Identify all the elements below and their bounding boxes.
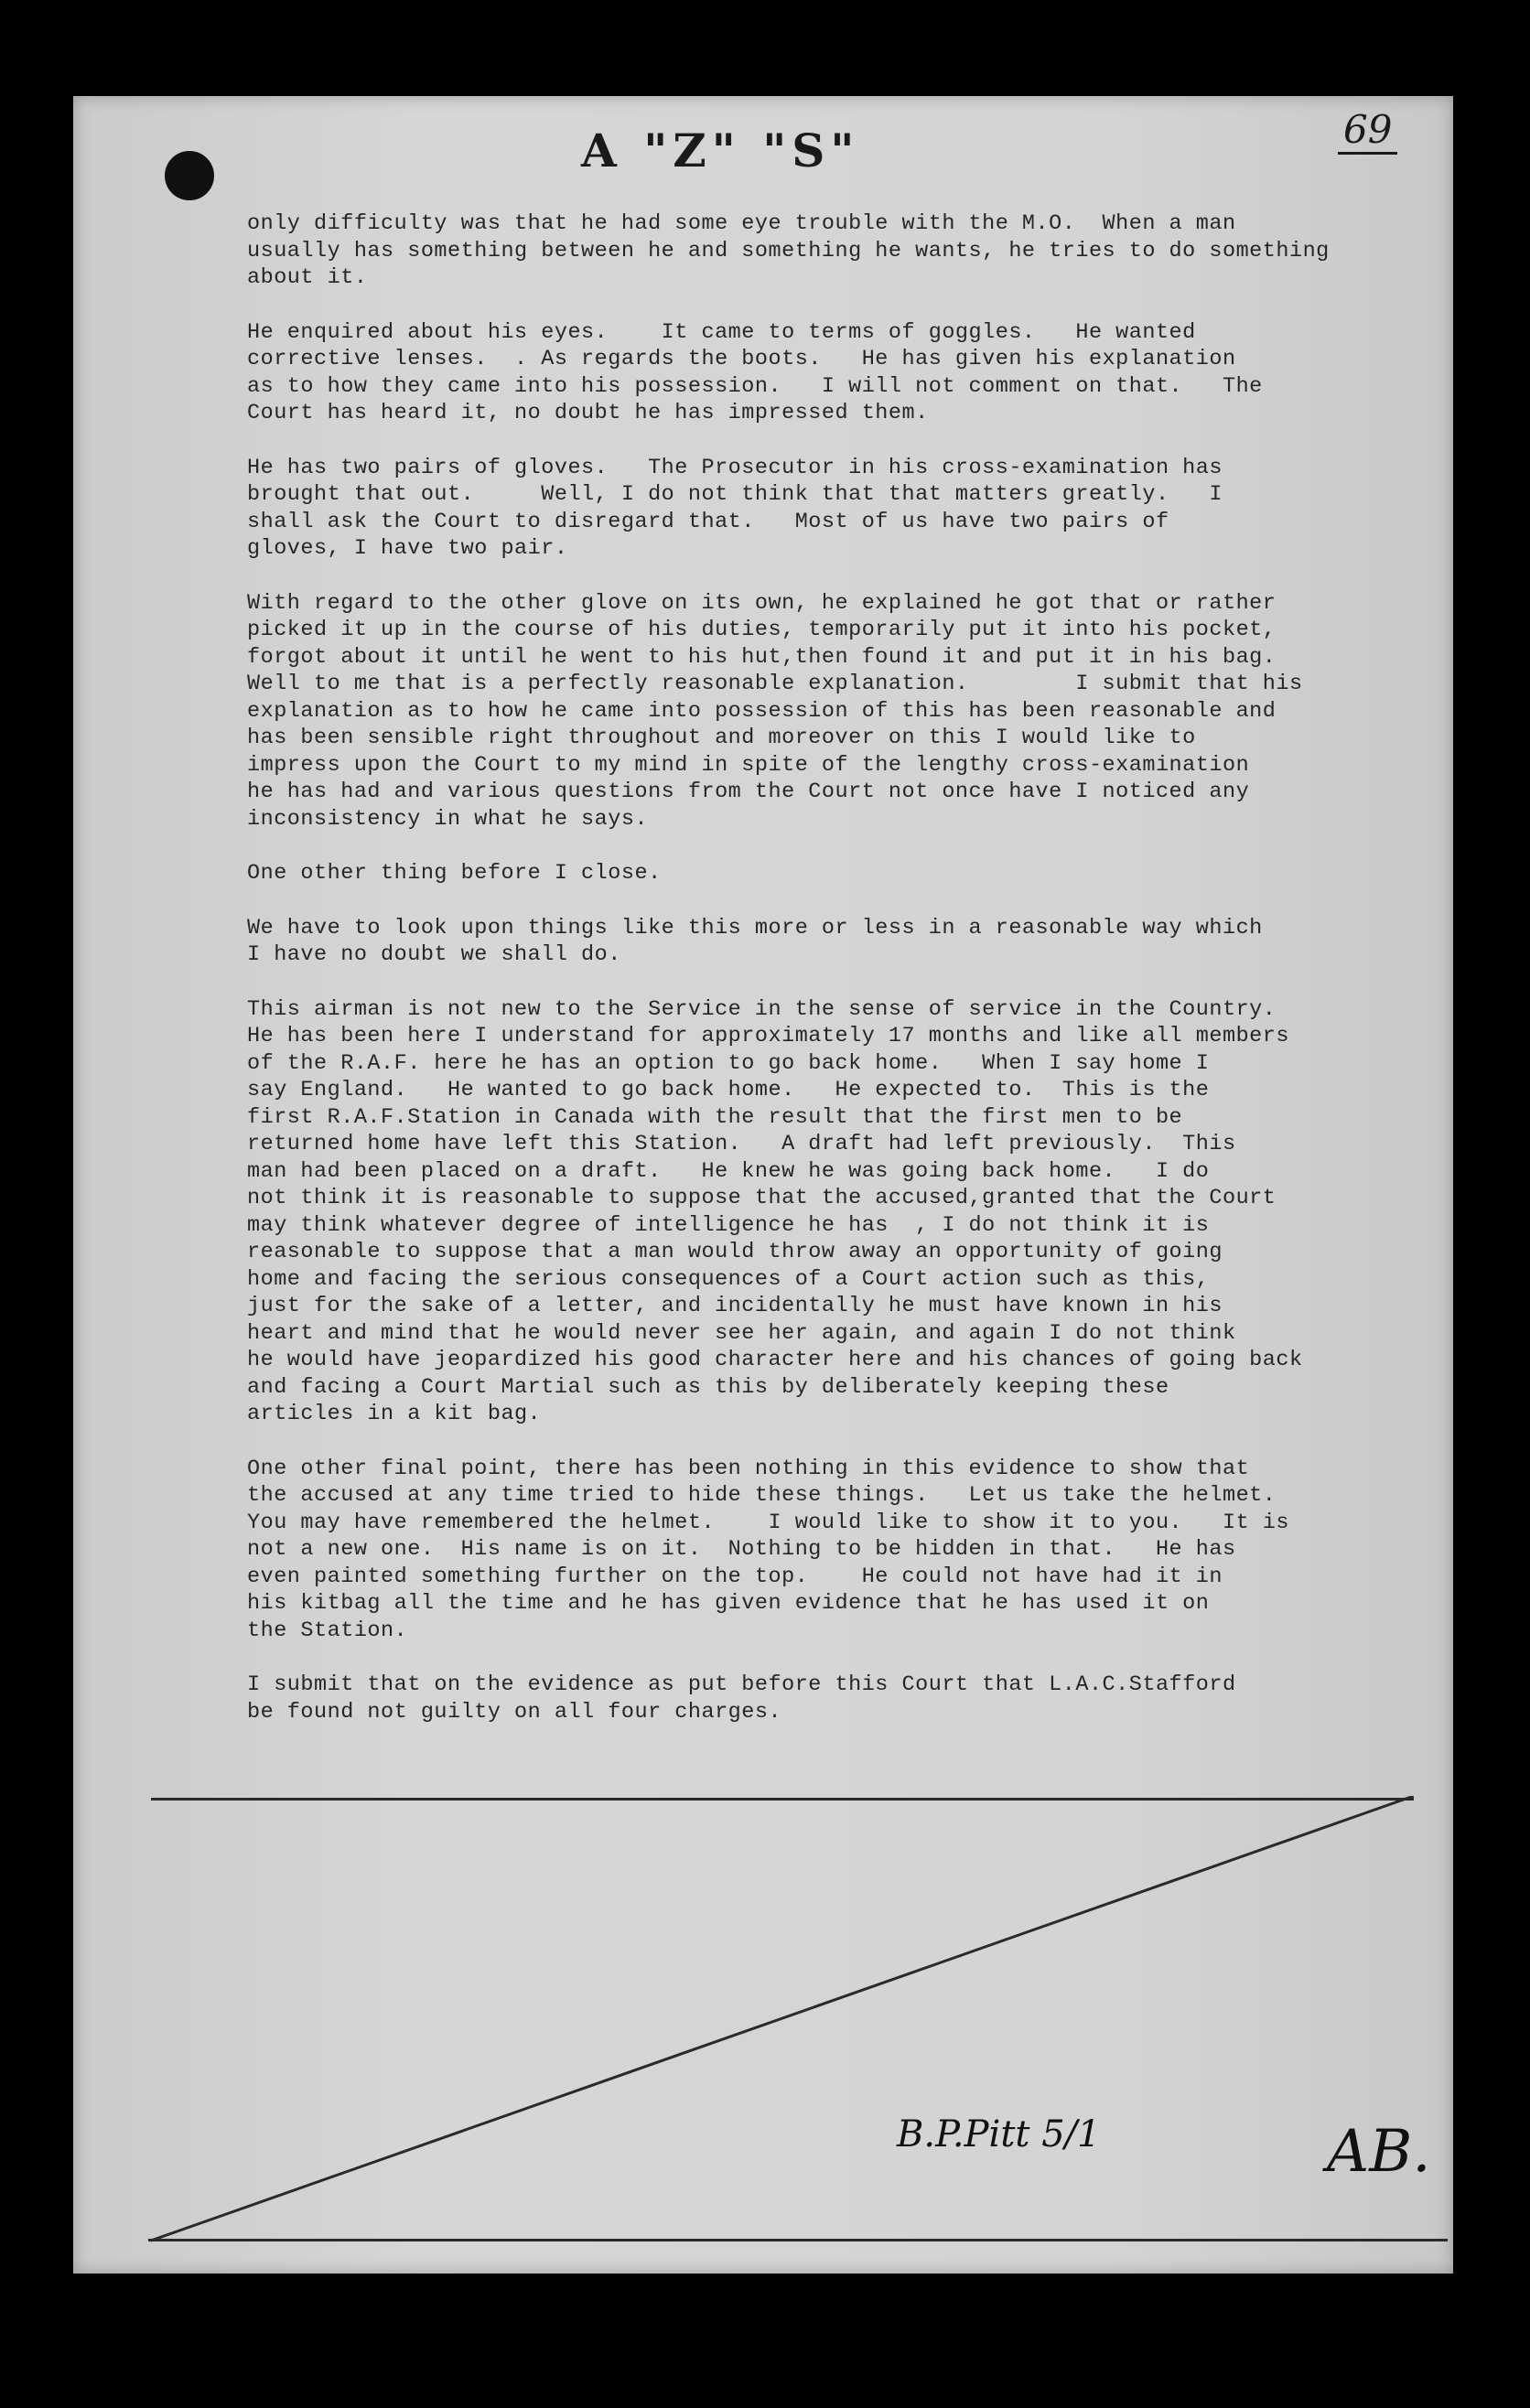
paragraph: I submit that on the evidence as put before this Court that L.A.C.Stafford be found not guilty on all four charges. xyxy=(247,1672,1236,1725)
page-number: 69 xyxy=(1338,107,1397,155)
paragraph: One other thing before I close. xyxy=(247,861,662,886)
handwritten-signature: B.P.Pitt 5/1 xyxy=(897,2113,1101,2155)
paragraph: only difficulty was that he had some eye trouble with the M.O. When a man usually has something between he and something he wants, he tries to do something about it. xyxy=(247,211,1330,290)
document-page xyxy=(73,96,1453,2274)
paragraph: With regard to the other glove on its own, he explained he got that or rather picked it up in the course of his duties, temporarily put it into his pocket, forgot about it until he went to his hut,then found it and put it in his bag. Well to me that is a perfectly reasonable explanation. I submit that his explanation as to how he came into possession of this has been reasonable and has been sensible right throughout and moreover on this I would like to impress upon the Court to my mind in spite of the lengthy cross-examination he has had and various questions from the Court not once have I noticed any inconsistency in what he says. xyxy=(247,590,1303,832)
paragraph: He has two pairs of gloves. The Prosecutor in his cross-examination has brought that out. Well, I do not think that that matters greatly. I shall ask the Court to disregard that. Most of us have two pairs of gloves, I have two pair. xyxy=(247,455,1223,561)
paragraph: He enquired about his eyes. It came to terms of goggles. He wanted corrective lenses. . As regards the boots. He has given his explanation as to how they came into his possession. I will not comment on that. The Court has heard it, no doubt he has impressed them. xyxy=(247,319,1263,425)
paragraph: This airman is not new to the Service in the sense of service in the Country. He has been here I understand for approximately 17 months and like all members of the R.A.F. here he has an option to go back home. When I say home I say England. He wanted to go back home. He expected to. This is the first R.A.F.Station in Canada with the result that the first men to be returned home have left this Station. A draft had left previously. This man had been placed on a draft. He knew he was going back home. I do not think it is reasonable to suppose that the accused,granted that the Court may think whatever degree of intelligence he has , I do not think it is reasonable to suppose that a man would throw away an opportunity of going home and facing the serious consequences of a Court action such as this, just for the sake of a letter, and incidentally he must have known in his heart and mind that he would never see her again, and again I do not think he would have jeopardized his good character here and his chances of going back and facing a Court Martial such as this by deliberately keeping these articles in a kit bag. xyxy=(247,996,1303,1426)
punch-hole xyxy=(165,151,214,200)
paragraph: We have to look upon things like this more or less in a reasonable way which I have no doubt we shall do. xyxy=(247,915,1263,967)
diagonal-strike-line xyxy=(151,1796,1414,2242)
body-text xyxy=(247,210,1464,1725)
rule-line-bottom xyxy=(148,2239,1448,2241)
header-mark: A "Z" "S" xyxy=(581,124,860,177)
handwritten-initials: AB. xyxy=(1327,2118,1431,2186)
paragraph: One other final point, there has been nothing in this evidence to show that the accused at any time tried to hide these things. Let us take the helmet. You may have remembered the helmet. I would like to show it to you. It is not a new one. His name is on it. Nothing to be hidden in that. He has even painted something further on the top. He could not have had it in his kitbag all the time and he has given evidence that he has used it on the Station. xyxy=(247,1456,1289,1643)
